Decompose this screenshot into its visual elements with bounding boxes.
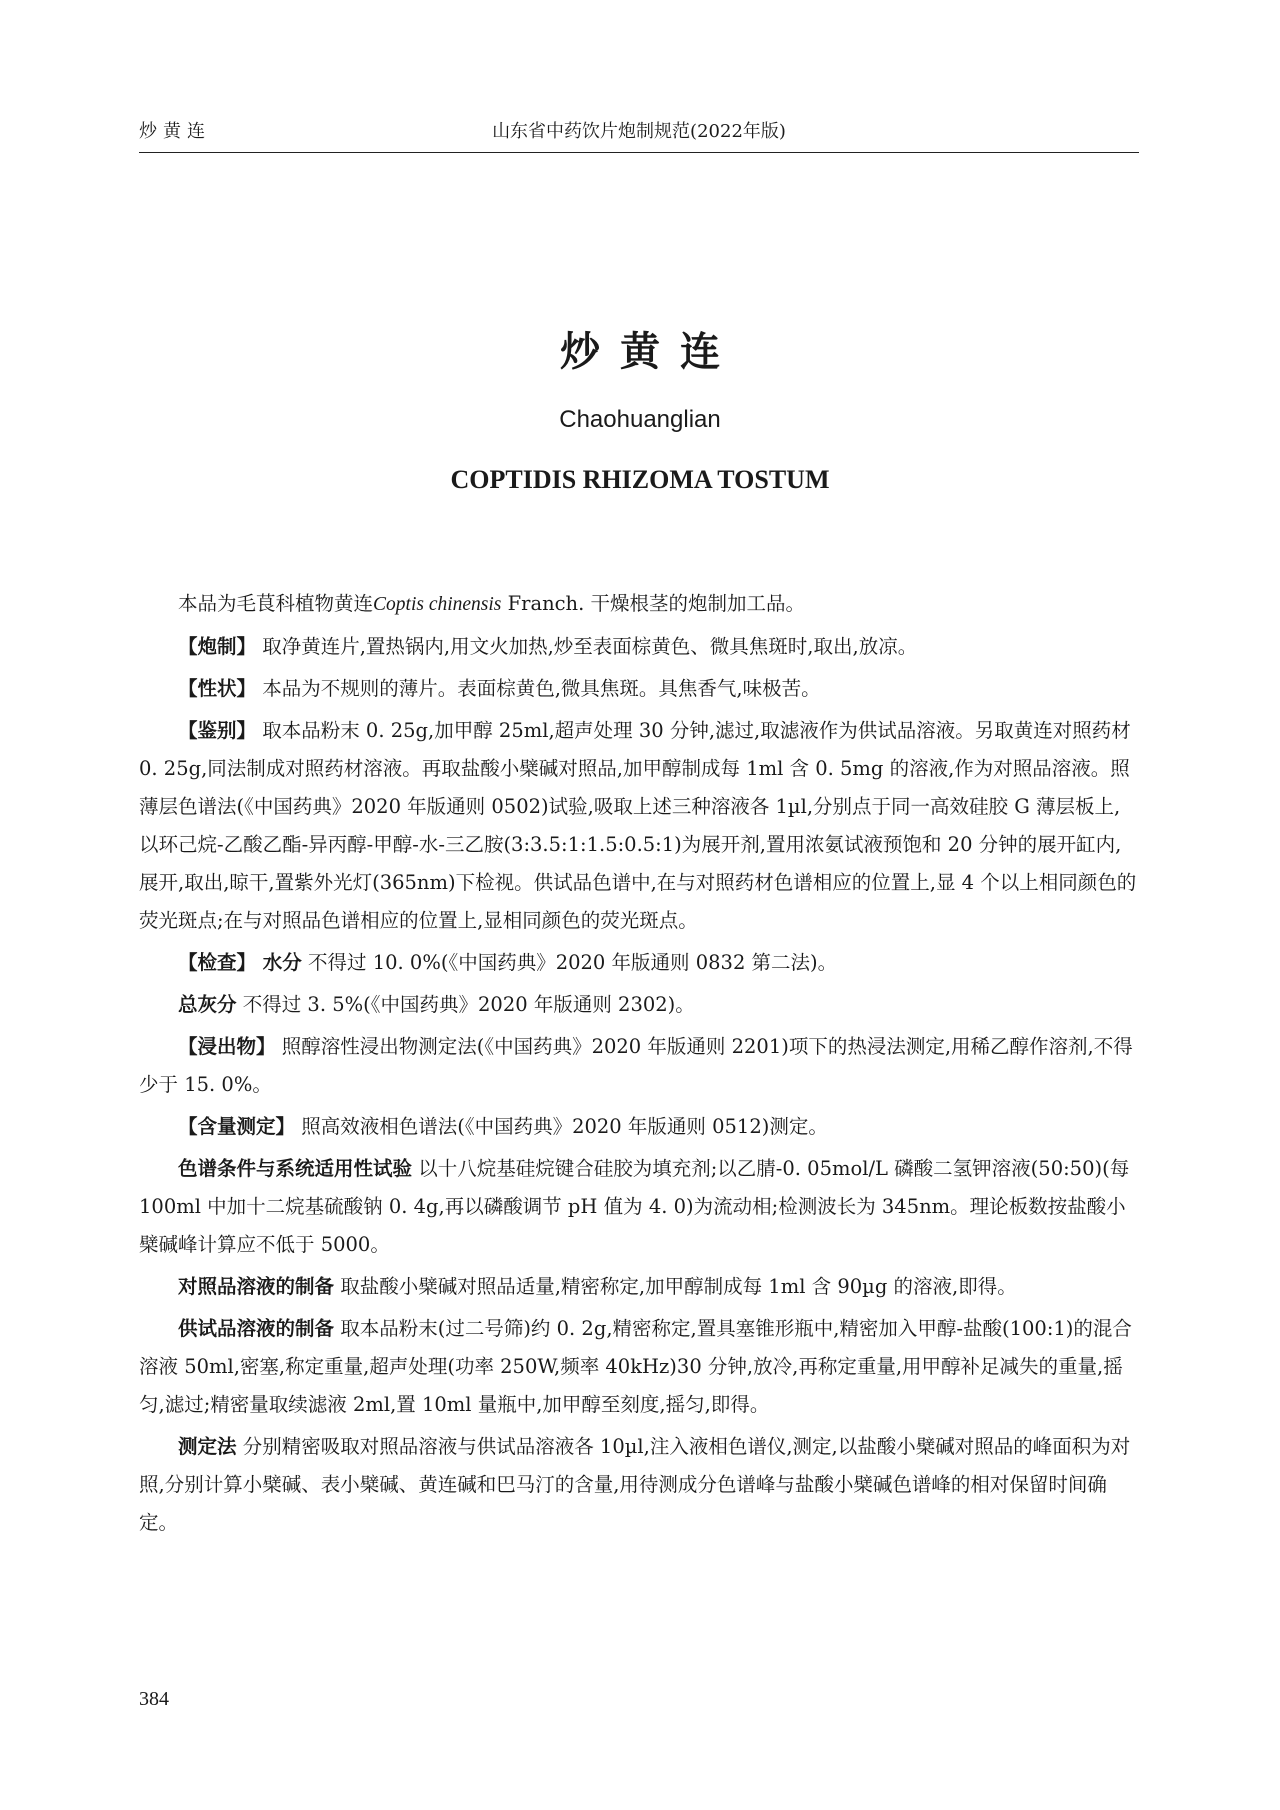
section-text: 取本品粉末(过二号筛)约 0. 2g,精密称定,置具塞锥形瓶中,精密加入甲醇-盐酸(100:1)的混合溶液 50ml,密塞,称定重量,超声处理(功率 250W,频率 40kHz)30 分钟,放冷,再称定重量,用甲醇补足减失的重量,摇匀,滤过;精密量取续滤液 2ml,置 10ml 量瓶中,加甲醇至刻度,摇匀,即得。 <box>139 1317 1132 1417</box>
header-rule <box>139 152 1139 153</box>
section-label: 【浸出物】 <box>178 1035 276 1059</box>
section-text: 分别精密吸取对照品溶液与供试品溶液各 10µl,注入液相色谱仪,测定,以盐酸小檗碱对照品的峰面积为对照,分别计算小檗碱、表小檗碱、黄连碱和巴马汀的含量,用待测成分色谱峰与盐酸小檗碱色谱峰的相对保留时间确定。 <box>139 1435 1131 1535</box>
subsection-method <box>139 1428 1139 1542</box>
intro-paragraph <box>139 585 1139 624</box>
section-extract <box>139 1028 1139 1104</box>
header-book-title: 山东省中药饮片炮制规范(2022年版) <box>492 121 786 142</box>
subsection-label: 对照品溶液的制备 <box>178 1275 335 1299</box>
intro-text: 本品为毛茛科植物黄连 <box>178 592 374 615</box>
subsection-label: 总灰分 <box>178 993 237 1017</box>
section-label: 【炮制】 <box>178 635 257 659</box>
header-entry-name: 炒黄连 <box>139 121 211 142</box>
section-description <box>139 670 1139 708</box>
intro-text-end: Franch. 干燥根茎的炮制加工品。 <box>501 592 806 615</box>
subsection-label: 色谱条件与系统适用性试验 <box>178 1157 413 1181</box>
section-label: 【含量测定】 <box>178 1115 296 1139</box>
section-text: 取净黄连片,置热锅内,用文火加热,炒至表面棕黄色、微具焦斑时,取出,放凉。 <box>256 635 918 659</box>
monograph-title: 炒黄连 <box>560 329 740 375</box>
subsection-reference-solution <box>139 1268 1139 1306</box>
section-inspection <box>139 944 1139 982</box>
section-text: 照高效液相色谱法(《中国药典》2020 年版通则 0512)测定。 <box>295 1115 828 1139</box>
section-text: 本品为不规则的薄片。表面棕黄色,微具焦斑。具焦香气,味极苦。 <box>256 677 821 701</box>
section-identification <box>139 712 1139 940</box>
section-text: 以十八烷基硅烷键合硅胶为填充剂;以乙腈-0. 05mol/L 磷酸二氢钾溶液(50:50)(每 100ml 中加十二烷基硫酸钠 0. 4g,再以磷酸调节 pH 值为 4. 0)为流动相;检测波长为 345nm。理论板数按盐酸小檗碱峰计算应不低于 5000。 <box>139 1157 1130 1257</box>
monograph-latin-name: COPTIDIS RHIZOMA TOSTUM <box>450 465 830 494</box>
section-label: 【检查】 <box>178 951 257 975</box>
subsection-chromatography <box>139 1150 1139 1264</box>
section-text: 照醇溶性浸出物测定法(《中国药典》2020 年版通则 2201)项下的热浸法测定,用稀乙醇作溶剂,不得少于 15. 0%。 <box>139 1035 1133 1097</box>
monograph-body <box>139 585 1139 1546</box>
subsection-label: 水分 <box>256 951 302 975</box>
section-assay <box>139 1108 1139 1146</box>
subsection-label: 测定法 <box>178 1435 237 1459</box>
subsection-ash <box>139 986 1139 1024</box>
intro-latin-species: Coptis chinensis <box>373 594 502 615</box>
section-text: 不得过 10. 0%(《中国药典》2020 年版通则 0832 第二法)。 <box>301 951 838 975</box>
monograph-pinyin: Chaohuanglian <box>559 406 721 433</box>
section-processing <box>139 628 1139 666</box>
page-number: 384 <box>139 1688 169 1710</box>
section-text: 取盐酸小檗碱对照品适量,精密称定,加甲醇制成每 1ml 含 90µg 的溶液,即得。 <box>334 1275 1017 1299</box>
running-header <box>139 117 1139 153</box>
subsection-label: 供试品溶液的制备 <box>178 1317 335 1341</box>
section-label: 【鉴别】 <box>178 719 257 743</box>
subsection-test-solution <box>139 1310 1139 1424</box>
section-label: 【性状】 <box>178 677 257 701</box>
section-text: 不得过 3. 5%(《中国药典》2020 年版通则 2302)。 <box>236 993 695 1017</box>
section-text: 取本品粉末 0. 25g,加甲醇 25ml,超声处理 30 分钟,滤过,取滤液作为供试品溶液。另取黄连对照药材 0. 25g,同法制成对照药材溶液。再取盐酸小檗碱对照品,加甲醇制成每 1ml 含 0. 5mg 的溶液,作为对照品溶液。照薄层色谱法(《中国药典》2020 年版通则 0502)试验,吸取上述三种溶液各 1µl,分别点于同一高效硅胶 G 薄层板上,以环己烷-乙酸乙酯-异丙醇-甲醇-水-三乙胺(3:3.5:1:1.5:0.5:1)为展开剂,置用浓氨试液预饱和 20 分钟的展开缸内,展开,取出,晾干,置紫外光灯(365nm)下检视。供试品色谱中,在与对照药材色谱相应的位置上,显 4 个以上相同颜色的荧光斑点;在与对照品色谱相应的位置上,显相同颜色的荧光斑点。 <box>139 719 1137 933</box>
